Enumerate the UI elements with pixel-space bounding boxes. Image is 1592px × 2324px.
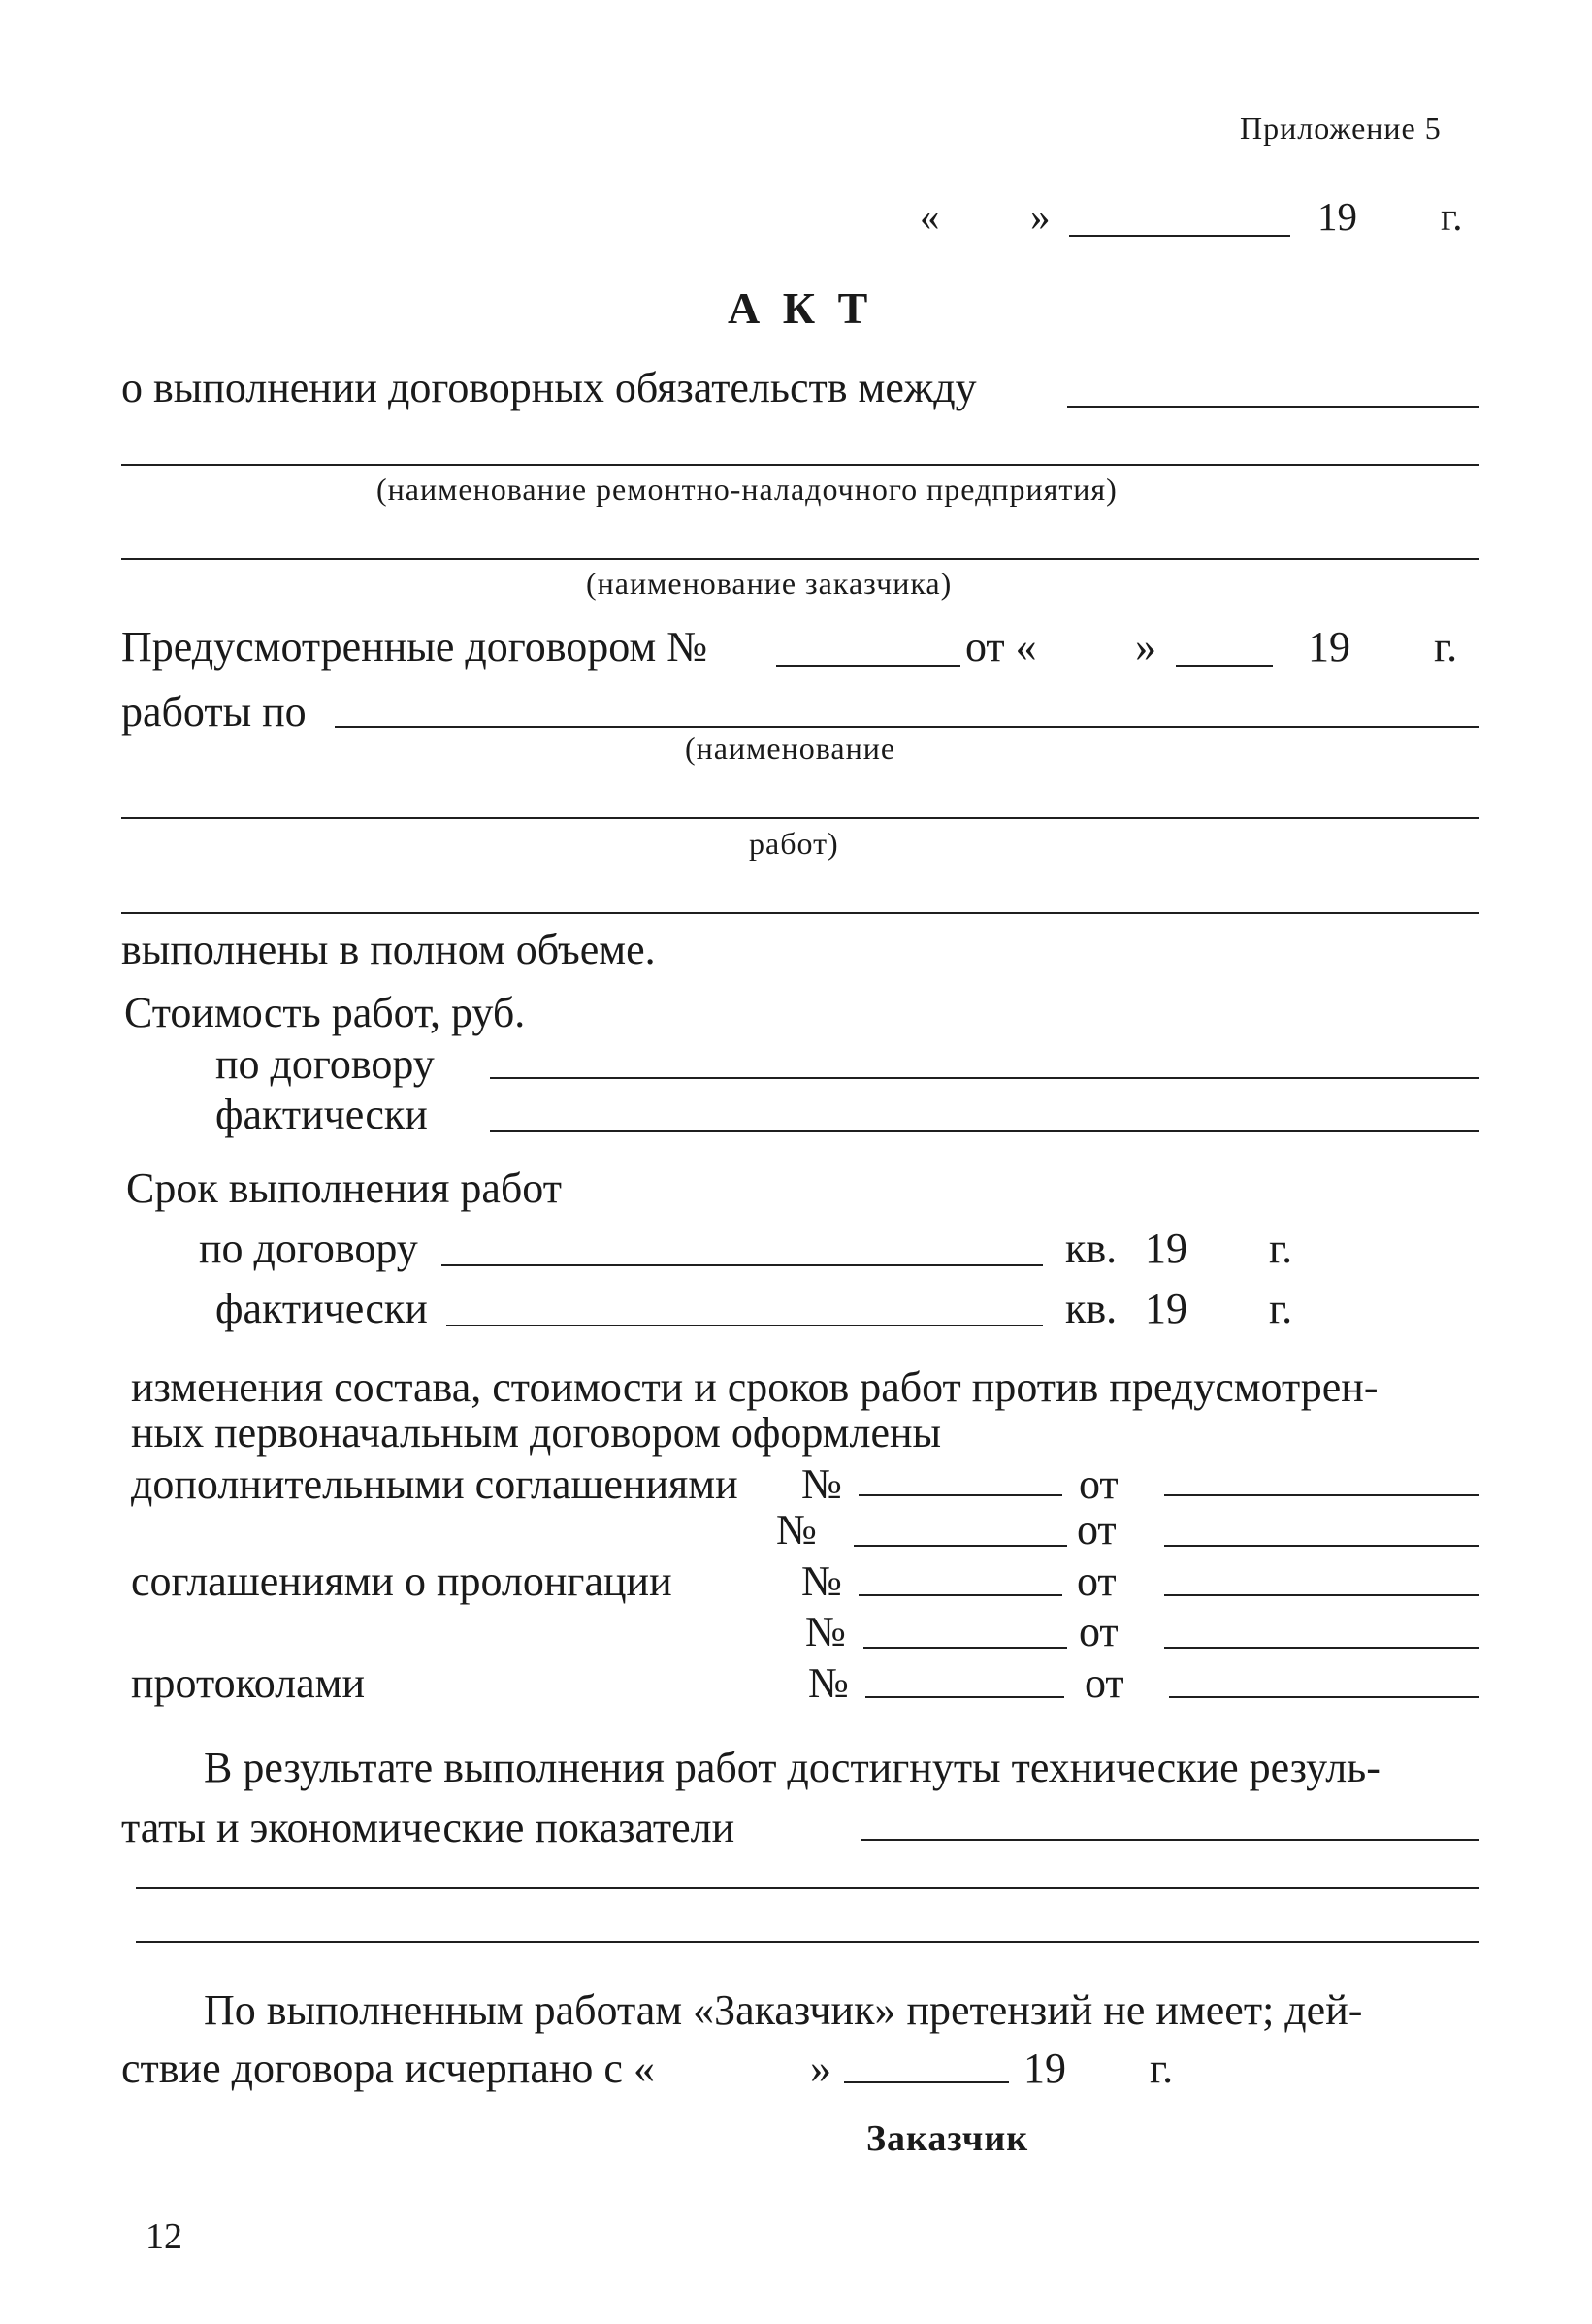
term-actual-line[interactable] — [446, 1325, 1043, 1326]
contract-year: 19 — [1308, 623, 1350, 671]
date-blank-line[interactable] — [1069, 235, 1290, 237]
appendix-label: Приложение 5 — [1240, 111, 1442, 146]
cost-actual-line[interactable] — [490, 1130, 1479, 1132]
term-heading: Срок выполнения работ — [126, 1164, 562, 1212]
claims-close-quote: » — [810, 2045, 831, 2092]
ot-2: от — [1077, 1506, 1117, 1554]
contract-number-line[interactable] — [776, 665, 960, 667]
changes-line-1: изменения состава, стоимости и сроков работ против предусмотрен- — [131, 1363, 1379, 1411]
claims-date-line[interactable] — [844, 2081, 1009, 2083]
claims-year: 19 — [1023, 2045, 1066, 2092]
changes-line-2: ных первоначальным договором оформлены — [131, 1409, 942, 1457]
no-3: № — [801, 1557, 842, 1605]
results-line-1: В результате выполнения работ достигнуты технические резуль- — [204, 1744, 1381, 1791]
term-by-contract-line[interactable] — [441, 1264, 1043, 1266]
ot-1-line[interactable] — [1164, 1494, 1479, 1496]
cost-heading: Стоимость работ, руб. — [124, 989, 526, 1036]
date-g: г. — [1441, 194, 1463, 239]
term-g-2: г. — [1269, 1285, 1293, 1332]
no-5-line[interactable] — [865, 1696, 1064, 1698]
page-number: 12 — [146, 2216, 182, 2257]
ot-3: от — [1077, 1557, 1117, 1605]
works-blank-line-3[interactable] — [121, 912, 1479, 914]
contract-g: г. — [1434, 623, 1458, 671]
customer-blank-line[interactable] — [121, 558, 1479, 560]
results-blank-line[interactable] — [861, 1839, 1479, 1841]
ot-3-line[interactable] — [1164, 1594, 1479, 1596]
results-blank-line-2[interactable] — [136, 1887, 1479, 1889]
no-5: № — [808, 1659, 849, 1707]
ot-2-line[interactable] — [1164, 1545, 1479, 1547]
document-title: А К Т — [728, 283, 874, 333]
contract-date-line[interactable] — [1176, 665, 1273, 667]
term-actual-label: фактически — [215, 1285, 428, 1332]
no-4: № — [805, 1608, 846, 1655]
results-line-2: таты и экономические показатели — [121, 1804, 735, 1851]
no-3-line[interactable] — [859, 1594, 1062, 1596]
cost-by-contract-label: по договору — [215, 1040, 435, 1088]
intro-text: о выполнении договорных обязательств между — [121, 364, 977, 411]
term-g-1: г. — [1269, 1225, 1293, 1272]
completed-text: выполнены в полном объеме. — [121, 926, 656, 973]
caption-works-1: (наименование — [685, 731, 896, 766]
signature-label: Заказчик — [866, 2118, 1029, 2159]
date-close-quote: » — [1030, 194, 1051, 239]
no-2: № — [776, 1506, 817, 1554]
cost-by-contract-line[interactable] — [490, 1077, 1479, 1079]
ot-4: от — [1079, 1608, 1119, 1655]
term-by-contract-label: по договору — [199, 1225, 418, 1272]
contract-text: Предусмотренные договором № — [121, 623, 708, 671]
party-blank-line[interactable] — [1067, 406, 1479, 408]
date-year: 19 — [1317, 194, 1357, 239]
term-kv-2: кв. — [1065, 1285, 1118, 1332]
contract-close-quote: » — [1135, 623, 1156, 671]
ot-5: от — [1085, 1659, 1124, 1707]
caption-works-2: работ) — [749, 826, 839, 861]
term-kv-1: кв. — [1065, 1225, 1118, 1272]
no-1-line[interactable] — [859, 1494, 1062, 1496]
caption-enterprise: (наименование ремонтно-наладочного предприятия) — [376, 472, 1118, 507]
date-open-quote: « — [920, 194, 940, 239]
ot-1: от — [1079, 1460, 1119, 1508]
results-blank-line-3[interactable] — [136, 1941, 1479, 1943]
protocols-label: протоколами — [131, 1659, 366, 1707]
additional-agreements-label: дополнительными соглашениями — [131, 1460, 738, 1508]
ot-4-line[interactable] — [1164, 1647, 1479, 1649]
enterprise-blank-line[interactable] — [121, 464, 1479, 466]
contract-ot: от « — [965, 623, 1037, 671]
works-blank-line[interactable] — [335, 726, 1479, 728]
no-4-line[interactable] — [863, 1647, 1067, 1649]
no-1: № — [801, 1460, 842, 1508]
claims-line-1: По выполненным работам «Заказчик» претензий не имеет; дей- — [204, 1986, 1363, 2034]
no-2-line[interactable] — [854, 1545, 1067, 1547]
term-year-2: 19 — [1145, 1285, 1187, 1332]
prolongation-label: соглашениями о пролонгации — [131, 1557, 672, 1605]
works-label: работы по — [121, 688, 307, 736]
cost-actual-label: фактически — [215, 1091, 428, 1138]
ot-5-line[interactable] — [1169, 1696, 1479, 1698]
caption-customer: (наименование заказчика) — [586, 566, 953, 601]
claims-g: г. — [1150, 2045, 1174, 2092]
term-year-1: 19 — [1145, 1225, 1187, 1272]
works-blank-line-2[interactable] — [121, 817, 1479, 819]
claims-line-2: ствие договора исчерпано с « — [121, 2045, 655, 2092]
